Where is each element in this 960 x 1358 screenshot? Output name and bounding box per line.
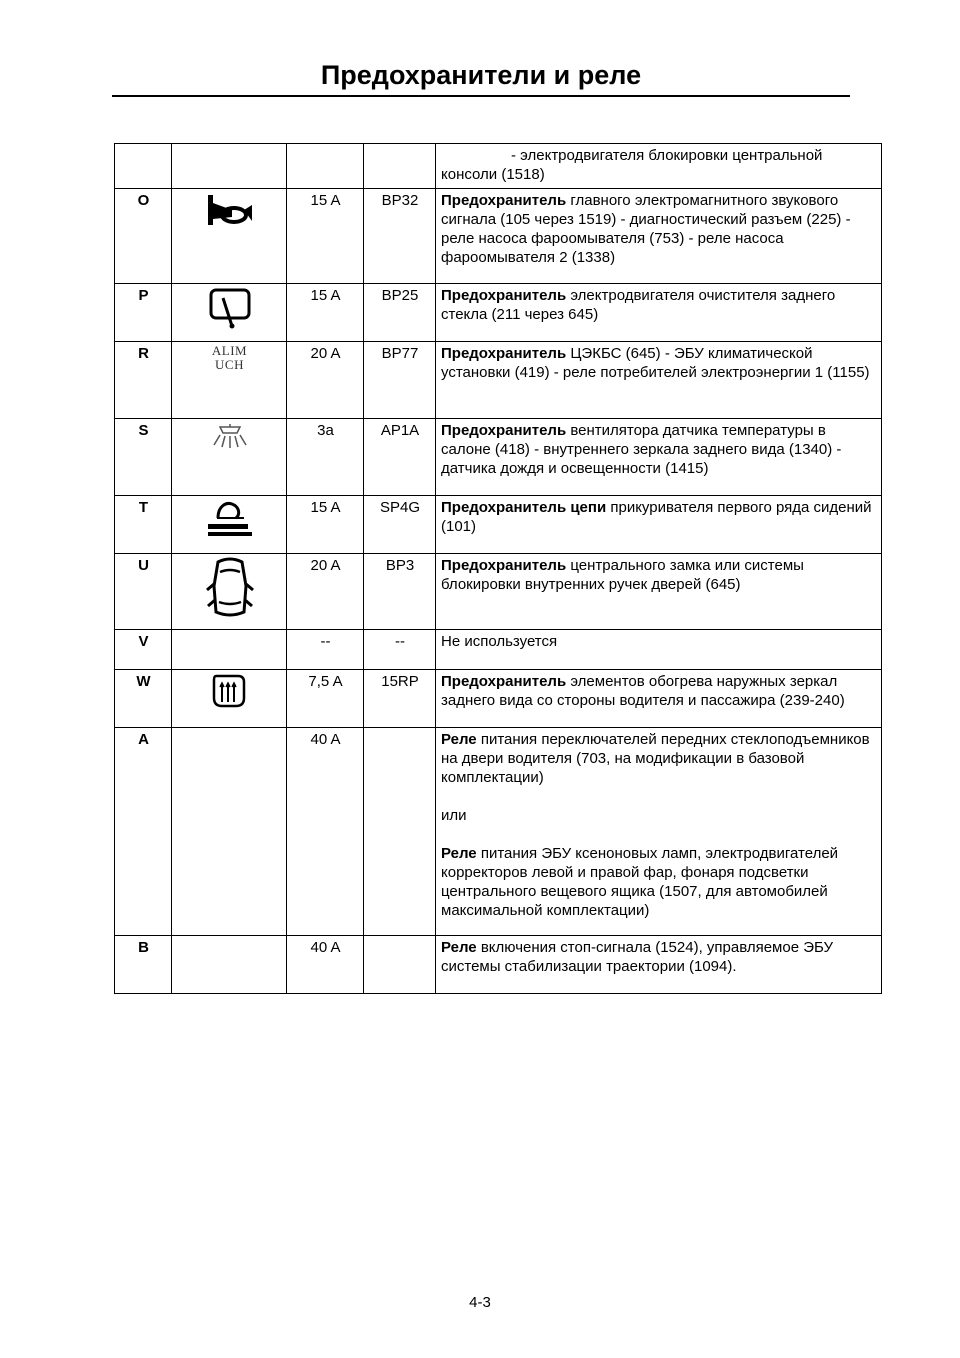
cell-icon [172, 630, 287, 670]
cell-id: B [115, 936, 172, 994]
cell-code: BP3 [364, 554, 436, 630]
cell-description [436, 554, 882, 630]
description-paragraph [441, 806, 877, 825]
cell-icon [172, 496, 287, 554]
description-text: включения стоп-сигнала (1524), управляемое ЭБУ системы стабилизации траектории (1094). [441, 939, 834, 975]
description-paragraph [441, 498, 877, 536]
description-bold: Реле [441, 845, 477, 862]
table-row-continuation [115, 144, 882, 189]
cell-amperage: 40 A [287, 936, 364, 994]
table-row [115, 496, 882, 554]
cell-id: P [115, 284, 172, 342]
cell-id: V [115, 630, 172, 670]
cell-description [436, 342, 882, 419]
description-bold: Реле [441, 731, 477, 748]
cell-code: BP25 [364, 284, 436, 342]
cell-code [364, 144, 436, 189]
description-paragraph [441, 632, 877, 651]
table-row [115, 670, 882, 728]
description-paragraph [441, 938, 877, 976]
description-paragraph [441, 556, 877, 594]
cell-description [436, 630, 882, 670]
cell-icon [172, 419, 287, 496]
fuse-relay-table [114, 143, 882, 994]
cell-amperage: 40 A [287, 728, 364, 936]
table-row [115, 936, 882, 994]
table-row [115, 284, 882, 342]
cell-id: O [115, 189, 172, 284]
interior-light-icon [200, 421, 260, 451]
table-row [115, 630, 882, 670]
description-text: элементов обогрева наружных зеркал заднего вида со стороны водителя и пассажира (239-240) [441, 673, 845, 709]
cell-code: BP32 [364, 189, 436, 284]
description-text: прикуривателя первого ряда сидений (101) [441, 499, 872, 535]
alim-uch-label: ALIM UCH [211, 343, 248, 372]
cell-id: R [115, 342, 172, 419]
table-row [115, 342, 882, 419]
cell-code: AP1A [364, 419, 436, 496]
description-bold: Предохранитель [441, 557, 567, 574]
cell-code: 15RP [364, 670, 436, 728]
cell-amperage: 15 A [287, 189, 364, 284]
description-paragraph [441, 191, 877, 267]
cell-icon [172, 342, 287, 419]
cell-id: S [115, 419, 172, 496]
description-bold: Предохранитель [441, 422, 567, 439]
cell-amperage: 15 A [287, 284, 364, 342]
description-text: электродвигателя очистителя заднего стекла (211 через 645) [441, 287, 836, 323]
description-paragraph [441, 286, 877, 324]
page-title: Предохранители и реле [112, 56, 850, 97]
cell-amperage [287, 144, 364, 189]
cell-code [364, 936, 436, 994]
cigarette-lighter-icon [200, 498, 260, 542]
description-bold: Предохранитель [441, 192, 567, 209]
cell-description [436, 728, 882, 936]
description-bold: Предохранитель [441, 287, 567, 304]
description-bold: Предохранитель цепи [441, 499, 607, 516]
cell-id: U [115, 554, 172, 630]
cell-description [436, 284, 882, 342]
cell-description [436, 936, 882, 994]
description-text: питания переключателей передних стеклоподъемников на двери водителя (703, на модификации в базовой комплектации) [441, 731, 870, 786]
cell-amperage: -- [287, 630, 364, 670]
description-text: ЦЭКБС (645) - ЭБУ климатической установки (419) - реле потребителей электроэнергии 1 (1155) [441, 345, 870, 381]
cell-icon [172, 670, 287, 728]
cell-icon [172, 284, 287, 342]
cell-amperage: 7,5 A [287, 670, 364, 728]
cell-icon [172, 728, 287, 936]
rear-wiper-icon [200, 286, 260, 330]
cell-code: BP77 [364, 342, 436, 419]
cell-amperage: 20 A [287, 554, 364, 630]
cell-code: -- [364, 630, 436, 670]
cell-icon [172, 189, 287, 284]
cell-id: A [115, 728, 172, 936]
description-text: главного электромагнитного звукового сигнала (105 через 1519) - диагностический разъем (225) - реле насоса фароомывателя (753) - реле насоса фароомывателя 2 (1338) [441, 192, 851, 266]
cell-icon [172, 554, 287, 630]
description-text: - электродвигателя блокировки центральной консоли (1518) [441, 147, 823, 183]
cell-amperage: 3a [287, 419, 364, 496]
cell-code: SP4G [364, 496, 436, 554]
cell-id: T [115, 496, 172, 554]
table-row [115, 419, 882, 496]
cell-description [436, 144, 882, 189]
description-text: или [441, 807, 467, 824]
cell-icon [172, 936, 287, 994]
description-paragraph [441, 730, 877, 787]
table-row [115, 554, 882, 630]
table-row [115, 189, 882, 284]
description-text: питания ЭБУ ксеноновых ламп, электродвигателей корректоров левой и правой фар, фонаря подсветки центрального вещевого ящика (1507, для автомобилей максимальной комплектации) [441, 845, 839, 919]
description-text: вентилятора датчика температуры в салоне (418) - внутреннего зеркала заднего вида (1340) - датчика дождя и освещенности (1415) [441, 422, 842, 477]
cell-description [436, 189, 882, 284]
cell-description [436, 419, 882, 496]
cell-icon [172, 144, 287, 189]
description-paragraph [441, 421, 877, 478]
horn-icon [200, 191, 260, 231]
cell-code [364, 728, 436, 936]
table-row [115, 728, 882, 936]
description-bold: Реле [441, 939, 477, 956]
heated-mirror-icon [200, 672, 260, 712]
cell-amperage: 15 A [287, 496, 364, 554]
description-paragraph [441, 672, 877, 710]
description-text: центрального замка или системы блокировки внутренних ручек дверей (645) [441, 557, 804, 593]
cell-id [115, 144, 172, 189]
car-doors-icon [200, 556, 260, 620]
description-bold: Предохранитель [441, 673, 567, 690]
cell-description [436, 496, 882, 554]
cell-amperage: 20 A [287, 342, 364, 419]
cell-id: W [115, 670, 172, 728]
page-number: 4-3 [469, 1294, 491, 1311]
description-bold: Предохранитель [441, 345, 567, 362]
description-text: Не используется [441, 633, 558, 650]
description-paragraph [441, 844, 877, 920]
cell-description [436, 670, 882, 728]
description-paragraph [441, 344, 877, 382]
